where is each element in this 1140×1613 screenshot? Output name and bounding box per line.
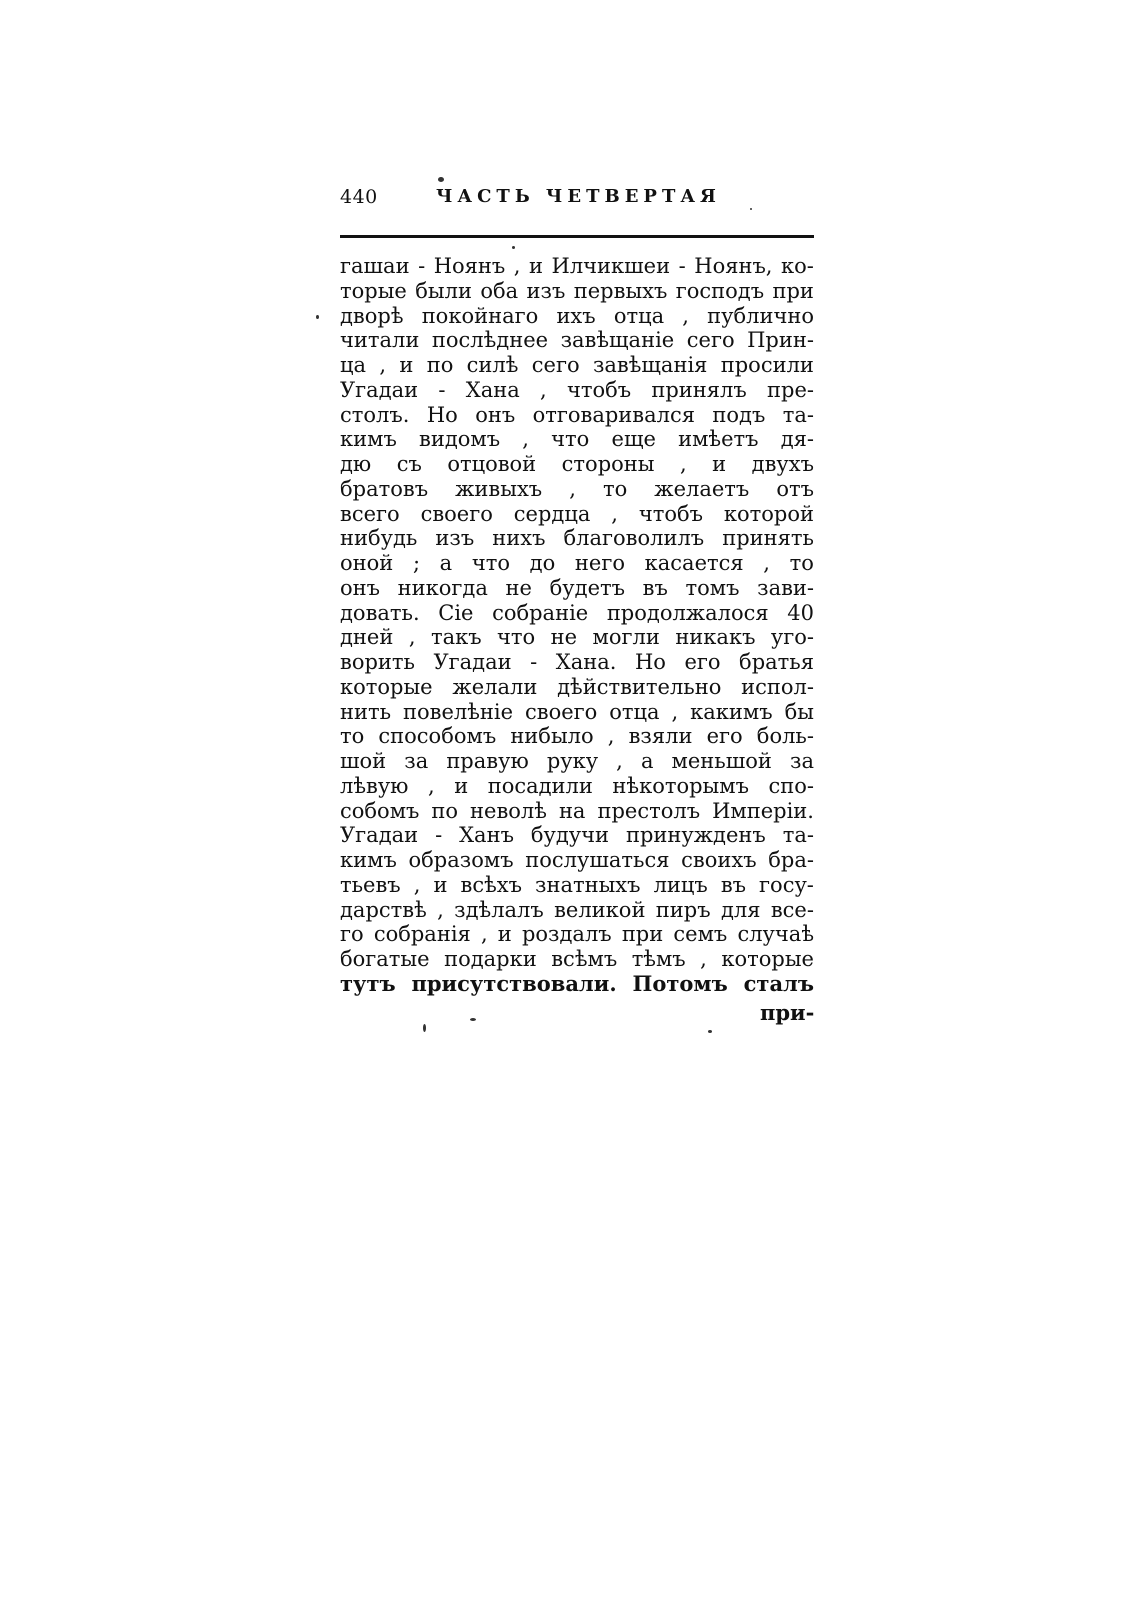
ink-speck bbox=[708, 1030, 712, 1033]
text-line: братовъ живыхъ , то желаетъ отъ bbox=[340, 476, 814, 501]
body-text bbox=[340, 254, 814, 997]
text-line: которые желали дѣйствительно испол- bbox=[340, 674, 814, 699]
text-line: торые были оба изъ первыхъ господъ при bbox=[340, 278, 814, 303]
text-line: онъ никогда не будетъ въ томъ зави- bbox=[340, 575, 814, 600]
text-line: ворить Угадаи - Хана. Но его братья bbox=[340, 650, 814, 674]
text-line: собомъ по неволѣ на престолъ Имперіи. bbox=[340, 798, 814, 823]
text-line: дю съ отцовой стороны , и двухъ bbox=[340, 452, 814, 476]
header-rule bbox=[340, 235, 814, 238]
text-line: дарствѣ , здѣлалъ великой пиръ для все- bbox=[340, 897, 814, 922]
text-line: тьевъ , и всѣхъ знатныхъ лицъ въ госу- bbox=[340, 872, 814, 897]
text-line: тутъ присутствовали. Потомъ сталъ bbox=[340, 970, 814, 996]
ink-speck bbox=[438, 177, 444, 182]
page-header bbox=[340, 186, 814, 222]
text-line: шой за правую руку , а меньшой за bbox=[340, 749, 814, 773]
text-line: го собранія , и роздалъ при семъ случаѣ bbox=[340, 922, 814, 947]
text-line: кимъ видомъ , что еще имѣетъ дя- bbox=[340, 427, 814, 452]
text-line: кимъ образомъ послушаться своихъ бра- bbox=[340, 848, 814, 872]
text-line: гашаи - Ноянъ , и Илчикшеи - Ноянъ, ко- bbox=[340, 254, 814, 278]
text-line: богатые подарки всѣмъ тѣмъ , которые bbox=[340, 947, 814, 971]
text-line: столъ. Но онъ отговаривался подъ та- bbox=[340, 402, 814, 427]
page-number: 440 bbox=[340, 186, 378, 208]
text-line: читали послѣднее завѣщаніе сего Прин- bbox=[340, 328, 814, 353]
text-line: всего своего сердца , чтобъ которой bbox=[340, 501, 814, 526]
text-line: довать. Сіе собраніе продолжалося 40 bbox=[340, 600, 814, 625]
catchword: при- bbox=[760, 1000, 815, 1025]
text-line: ца , и по силѣ сего завѣщанія просили bbox=[340, 353, 814, 377]
text-line: нить повелѣніе своего отца , какимъ бы bbox=[340, 699, 814, 724]
ink-speck bbox=[750, 208, 752, 210]
text-line: то способомъ нибыло , взяли его боль- bbox=[340, 724, 814, 749]
text-line: дворѣ покойнаго ихъ отца , публично bbox=[340, 303, 814, 328]
text-line: оной ; а что до него касается , то bbox=[340, 551, 814, 575]
ink-speck bbox=[423, 1024, 426, 1032]
ink-speck bbox=[470, 1018, 476, 1021]
ink-speck bbox=[512, 246, 515, 249]
text-line: лѣвую , и посадили нѣкоторымъ спо- bbox=[340, 773, 814, 798]
text-line: нибудь изъ нихъ благоволилъ принять bbox=[340, 526, 814, 551]
text-line: Угадаи - Хана , чтобъ принялъ пре- bbox=[340, 377, 814, 402]
text-line: дней , такъ что не могли никакъ уго- bbox=[340, 625, 814, 650]
ink-speck bbox=[316, 315, 319, 319]
text-line: Угадаи - Ханъ будучи принужденъ та- bbox=[340, 823, 814, 848]
running-title: ЧАСТЬ ЧЕТВЕРТАЯ bbox=[436, 186, 721, 207]
